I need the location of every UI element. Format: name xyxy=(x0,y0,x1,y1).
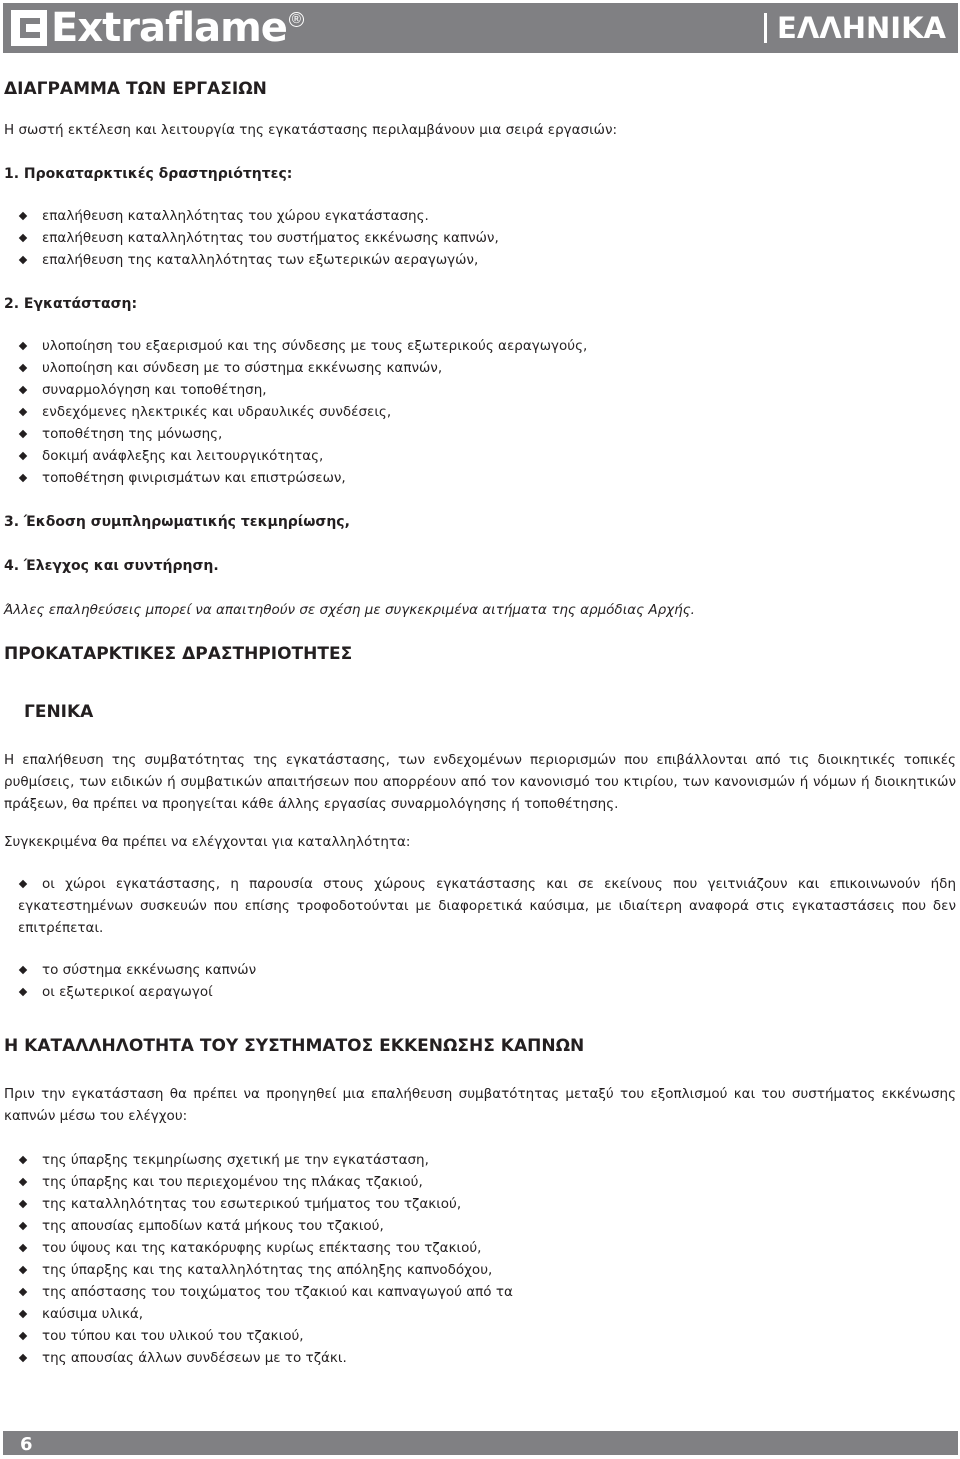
bullet-icon xyxy=(19,1332,27,1340)
bullet-icon xyxy=(19,342,27,350)
check-list-long xyxy=(4,873,956,939)
bullet-icon xyxy=(19,1244,27,1252)
section-title-flue-suitability: Η ΚΑΤΑΛΛΗΛΟΤΗΤΑ ΤΟΥ ΣΥΣΤΗΜΑΤΟΣ ΕΚΚΕΝΩΣΗΣ ΚΑΠΝΩΝ xyxy=(4,1036,585,1056)
bullet-icon xyxy=(19,1200,27,1208)
list-item: δοκιμή ανάφλεξης και λειτουργικότητας, xyxy=(4,445,956,467)
check-intro-paragraph: Συγκεκριμένα θα πρέπει να ελέγχονται για καταλληλότητα: xyxy=(4,834,411,850)
step-1-title: 1. Προκαταρκτικές δραστηριότητες: xyxy=(4,166,293,182)
list-item: ενδεχόμενες ηλεκτρικές και υδραυλικές συνδέσεις, xyxy=(4,401,956,423)
section-title-preliminary: ΠΡΟΚΑΤΑΡΚΤΙΚΕΣ ΔΡΑΣΤΗΡΙΟΤΗΤΕΣ xyxy=(4,644,353,664)
list-item: το σύστημα εκκένωσης καπνών xyxy=(4,959,956,981)
bullet-icon xyxy=(19,408,27,416)
bullet-icon xyxy=(19,1288,27,1296)
bullet-icon xyxy=(19,430,27,438)
list-item: της απουσίας άλλων συνδέσεων με το τζάκι. xyxy=(4,1347,956,1369)
page-header xyxy=(3,3,958,53)
language-text: ΕΛΛΗΝΙΚΑ xyxy=(777,11,946,45)
logo-icon xyxy=(11,10,47,46)
bullet-icon xyxy=(19,1178,27,1186)
bullet-icon xyxy=(19,1310,27,1318)
list-item: υλοποίηση και σύνδεση με το σύστημα εκκένωσης καπνών, xyxy=(4,357,956,379)
list-item: της απόστασης του τοιχώματος του τζακιού και καπναγωγού από τα xyxy=(4,1281,956,1303)
list-item: του τύπου και του υλικού του τζακιού, xyxy=(4,1325,956,1347)
list-item: επαλήθευση καταλληλότητας του συστήματος εκκένωσης καπνών, xyxy=(4,227,956,249)
bullet-icon xyxy=(19,1156,27,1164)
bullet-icon xyxy=(19,474,27,482)
list-item: τοποθέτηση φινιρισμάτων και επιστρώσεων, xyxy=(4,467,956,489)
general-paragraph: Η επαλήθευση της συμβατότητας της εγκατάστασης, των ενδεχομένων περιορισμών που επιβάλλονται από τις διοικητικές τοπικές ρυθμίσεις, των ειδικών ή συμβατικών απαιτήσεων που απορρέουν από τον κανονισμό του κτιρίου, των κανονισμών ή νόμων ή διοικητικών πράξεων, θα πρέπει να προηγείται κάθε άλλης εργασίας συναρμολόγησης ή τοποθέτησης. xyxy=(4,752,956,812)
bullet-icon xyxy=(19,364,27,372)
bullet-icon xyxy=(19,880,27,888)
bullet-icon xyxy=(19,234,27,242)
list-item: της ύπαρξης τεκμηρίωσης σχετική με την εγκατάσταση, xyxy=(4,1149,956,1171)
page-footer xyxy=(3,1431,958,1455)
section-title-work-plan: ΔΙΑΓΡΑΜΜΑ ΤΩΝ ΕΡΓΑΣΙΩΝ xyxy=(4,79,267,99)
bullet-icon xyxy=(19,966,27,974)
bullet-icon xyxy=(19,988,27,996)
check-list xyxy=(4,959,956,1003)
page-number: 6 xyxy=(20,1434,33,1455)
list-item: οι χώροι εγκατάστασης, η παρουσία στους χώρους εγκατάστασης και σε εκείνους που γειτνιάζουν και επικοινωνούν ήδη εγκατεστημένων συσκευών που επίσης τροφοδοτούνται με διαφορετικά καύσιμα, με ιδιαίτερη αναφορά στις εγκαταστάσεις που δεν επιτρέπεται. xyxy=(18,876,956,936)
list-item: υλοποίηση του εξαερισμού και της σύνδεσης με τους εξωτερικούς αεραγωγούς, xyxy=(4,335,956,357)
language-label xyxy=(764,11,946,45)
intro-paragraph: Η σωστή εκτέλεση και λειτουργία της εγκατάστασης περιλαμβάνουν μια σειρά εργασιών: xyxy=(4,122,618,138)
bullet-icon xyxy=(19,386,27,394)
note-paragraph: Άλλες επαληθεύσεις μπορεί να απαιτηθούν σε σχέση με συγκεκριμένα αιτήματα της αρμόδιας Αρχής. xyxy=(4,602,695,618)
step-2-list xyxy=(4,335,956,489)
list-item: καύσιμα υλικά, xyxy=(4,1303,956,1325)
registered-mark: ® xyxy=(290,12,303,26)
list-item: της ύπαρξης και της καταλληλότητας της απόληξης καπνοδόχου, xyxy=(4,1259,956,1281)
list-item: τοποθέτηση της μόνωσης, xyxy=(4,423,956,445)
list-item: συναρμολόγηση και τοποθέτηση, xyxy=(4,379,956,401)
bullet-icon xyxy=(19,1354,27,1362)
bullet-icon xyxy=(19,212,27,220)
list-item: της καταλληλότητας του εσωτερικού τμήματος του τζακιού, xyxy=(4,1193,956,1215)
bullet-icon xyxy=(19,1222,27,1230)
page-content xyxy=(4,76,956,1369)
bullet-icon xyxy=(19,1266,27,1274)
step-2-title: 2. Εγκατάσταση: xyxy=(4,296,138,312)
list-item: επαλήθευση της καταλληλότητας των εξωτερικών αεραγωγών, xyxy=(4,249,956,271)
list-item: επαλήθευση καταλληλότητας του χώρου εγκατάστασης. xyxy=(4,205,956,227)
brand-logo xyxy=(11,5,304,51)
subsection-title-general: ΓΕΝΙΚΑ xyxy=(24,702,94,722)
bullet-icon xyxy=(19,452,27,460)
step-4-title: 4. Έλεγχος και συντήρηση. xyxy=(4,558,219,574)
brand-name: Extraflame xyxy=(51,5,287,51)
flue-paragraph: Πριν την εγκατάσταση θα πρέπει να προηγηθεί μια επαλήθευση συμβατότητας μεταξύ του εξοπλισμού και του συστήματος εκκένωσης καπνών μέσω του ελέγχου: xyxy=(4,1086,956,1124)
list-item: του ύψους και της κατακόρυφης κυρίως επέκτασης του τζακιού, xyxy=(4,1237,956,1259)
bullet-icon xyxy=(19,256,27,264)
list-item: της ύπαρξης και του περιεχομένου της πλάκας τζακιού, xyxy=(4,1171,956,1193)
divider xyxy=(764,13,767,43)
list-item: οι εξωτερικοί αεραγωγοί xyxy=(4,981,956,1003)
list-item: της απουσίας εμποδίων κατά μήκους του τζακιού, xyxy=(4,1215,956,1237)
step-1-list xyxy=(4,205,956,271)
flue-check-list xyxy=(4,1149,956,1369)
step-3-title: 3. Έκδοση συμπληρωματικής τεκμηρίωσης, xyxy=(4,514,350,530)
